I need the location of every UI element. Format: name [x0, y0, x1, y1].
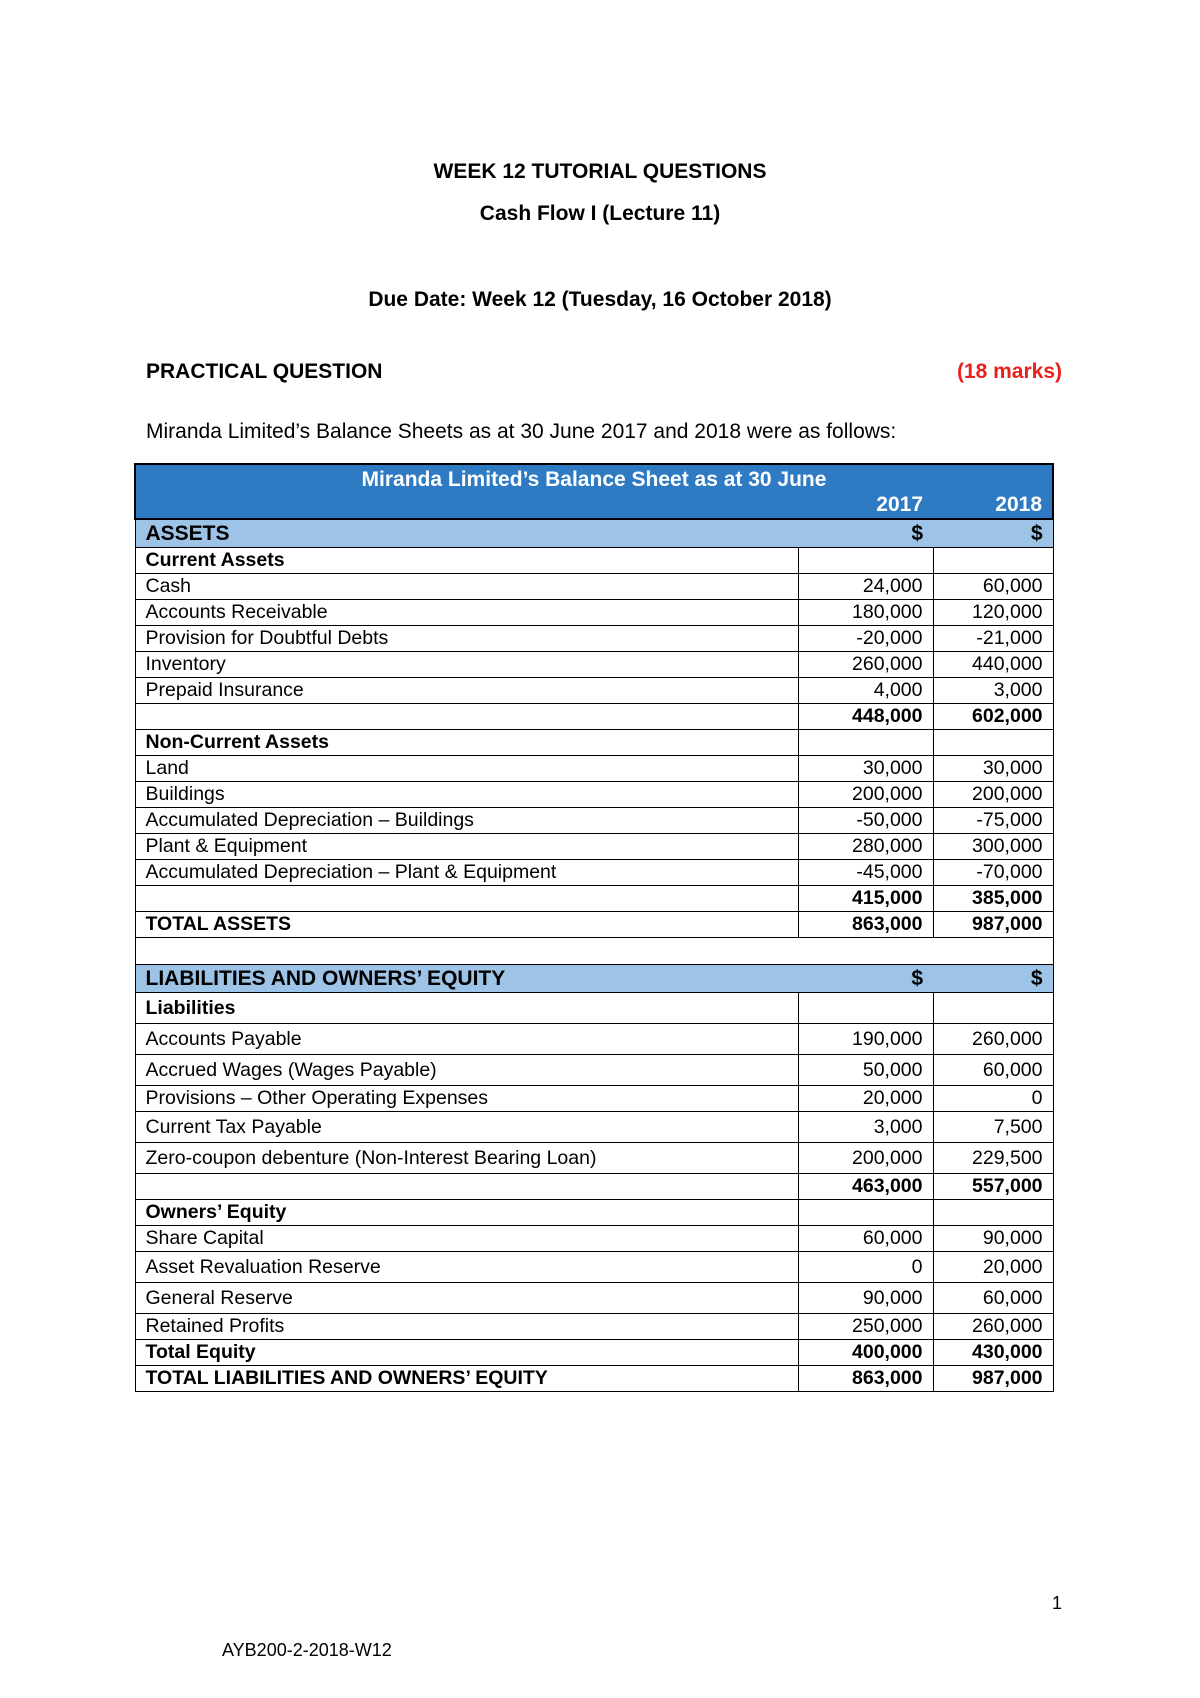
total-assets-label: TOTAL ASSETS: [135, 912, 798, 938]
owners-equity-label: Owners’ Equity: [135, 1200, 798, 1226]
total-value: 987,000: [933, 1366, 1053, 1392]
page-title: WEEK 12 TUTORIAL QUESTIONS: [433, 160, 767, 183]
row-value-2017: 24,000: [798, 574, 933, 600]
practical-question-label: PRACTICAL QUESTION: [146, 360, 383, 383]
total-value: 602,000: [933, 704, 1053, 730]
table-row: [135, 1226, 1053, 1252]
row-value-2018: 120,000: [933, 600, 1053, 626]
row-value-2018: -70,000: [933, 860, 1053, 886]
total-value: 415,000: [798, 886, 933, 912]
table-row: [135, 626, 1053, 652]
row-value-2018: -21,000: [933, 626, 1053, 652]
row-value-2018: -75,000: [933, 808, 1053, 834]
balance-sheet-table: [134, 463, 1054, 1392]
table-row: [135, 860, 1053, 886]
row-value-2018: 60,000: [933, 574, 1053, 600]
row-label: Share Capital: [135, 1226, 798, 1252]
liabilities-equity-label: LIABILITIES AND OWNERS’ EQUITY: [135, 965, 798, 993]
row-label: Asset Revaluation Reserve: [135, 1252, 798, 1283]
total-value: 400,000: [798, 1340, 933, 1366]
row-value-2017: 90,000: [798, 1283, 933, 1314]
non-current-assets-rows: [135, 756, 1053, 886]
row-value-2017: -50,000: [798, 808, 933, 834]
subsection-row: [135, 993, 1053, 1024]
row-label: Provision for Doubtful Debts: [135, 626, 798, 652]
total-assets-row: [135, 912, 1053, 938]
due-date: Due Date: Week 12 (Tuesday, 16 October 2018): [368, 288, 832, 311]
row-value-2018: 440,000: [933, 652, 1053, 678]
table-row: [135, 1143, 1053, 1174]
non-current-assets-label: Non-Current Assets: [135, 730, 798, 756]
total-value: 987,000: [933, 912, 1053, 938]
table-row: [135, 600, 1053, 626]
row-value-2017: 30,000: [798, 756, 933, 782]
row-label: Zero-coupon debenture (Non-Interest Bearing Loan): [135, 1143, 798, 1174]
table-row: [135, 652, 1053, 678]
spacer-row: [135, 938, 1053, 965]
subsection-row: [135, 1200, 1053, 1226]
row-label: Accrued Wages (Wages Payable): [135, 1055, 798, 1086]
page-number: 1: [1052, 1593, 1063, 1613]
table-title-row: [135, 464, 1053, 492]
row-value-2017: 190,000: [798, 1024, 933, 1055]
practical-question-heading: [146, 360, 1062, 384]
table-row: [135, 574, 1053, 600]
total-value: 463,000: [798, 1174, 933, 1200]
year-header-row: [135, 492, 1053, 519]
table-row: [135, 1055, 1053, 1086]
row-value-2017: 0: [798, 1252, 933, 1283]
row-label: Accumulated Depreciation – Buildings: [135, 808, 798, 834]
total-value: 557,000: [933, 1174, 1053, 1200]
current-assets-rows: [135, 574, 1053, 704]
row-label: Land: [135, 756, 798, 782]
total-value: 430,000: [933, 1340, 1053, 1366]
total-value: 385,000: [933, 886, 1053, 912]
non-current-assets-total-row: [135, 886, 1053, 912]
liabilities-equity-section-row: [135, 965, 1053, 993]
total-equity-label: Total Equity: [135, 1340, 798, 1366]
currency-2018: $: [933, 519, 1053, 548]
total-liabilities-equity-label: TOTAL LIABILITIES AND OWNERS’ EQUITY: [135, 1366, 798, 1392]
liabilities-rows: [135, 1024, 1053, 1174]
row-value-2017: -45,000: [798, 860, 933, 886]
table-row: [135, 1112, 1053, 1143]
table-row: [135, 1252, 1053, 1283]
table-row: [135, 756, 1053, 782]
row-label: Accounts Payable: [135, 1024, 798, 1055]
row-label: Buildings: [135, 782, 798, 808]
row-value-2018: 229,500: [933, 1143, 1053, 1174]
row-value-2018: 260,000: [933, 1314, 1053, 1340]
row-value-2017: 4,000: [798, 678, 933, 704]
row-value-2018: 260,000: [933, 1024, 1053, 1055]
row-value-2018: 20,000: [933, 1252, 1053, 1283]
row-label: Plant & Equipment: [135, 834, 798, 860]
row-value-2018: 3,000: [933, 678, 1053, 704]
equity-rows: [135, 1226, 1053, 1340]
total-equity-row: [135, 1340, 1053, 1366]
row-value-2017: 200,000: [798, 782, 933, 808]
row-value-2018: 30,000: [933, 756, 1053, 782]
row-label: Current Tax Payable: [135, 1112, 798, 1143]
intro-text: Miranda Limited’s Balance Sheets as at 30 June 2017 and 2018 were as follows:: [146, 420, 897, 443]
table-title: Miranda Limited’s Balance Sheet as at 30 June: [135, 464, 1053, 492]
row-label: General Reserve: [135, 1283, 798, 1314]
row-label: Accumulated Depreciation – Plant & Equipment: [135, 860, 798, 886]
currency-2017: $: [798, 519, 933, 548]
row-value-2017: 180,000: [798, 600, 933, 626]
total-value: 448,000: [798, 704, 933, 730]
liabilities-label: Liabilities: [135, 993, 798, 1024]
row-value-2018: 60,000: [933, 1283, 1053, 1314]
table-row: [135, 782, 1053, 808]
table-row: [135, 1024, 1053, 1055]
marks-label: (18 marks): [956, 360, 1062, 383]
row-value-2017: -20,000: [798, 626, 933, 652]
row-label: Accounts Receivable: [135, 600, 798, 626]
assets-label: ASSETS: [135, 519, 798, 548]
row-value-2017: 200,000: [798, 1143, 933, 1174]
current-assets-total-row: [135, 704, 1053, 730]
subsection-row: [135, 730, 1053, 756]
subsection-row: [135, 548, 1053, 574]
row-label: Prepaid Insurance: [135, 678, 798, 704]
row-label: Provisions – Other Operating Expenses: [135, 1086, 798, 1112]
row-value-2018: 7,500: [933, 1112, 1053, 1143]
total-value: 863,000: [798, 1366, 933, 1392]
currency-2017: $: [798, 965, 933, 993]
table-row: [135, 678, 1053, 704]
row-value-2018: 300,000: [933, 834, 1053, 860]
total-liabilities-equity-row: [135, 1366, 1053, 1392]
table-row: [135, 1086, 1053, 1112]
year-2018-header: 2018: [933, 492, 1053, 519]
row-value-2018: 0: [933, 1086, 1053, 1112]
assets-section-row: [135, 519, 1053, 548]
currency-2018: $: [933, 965, 1053, 993]
row-value-2017: 60,000: [798, 1226, 933, 1252]
page-subtitle: Cash Flow I (Lecture 11): [479, 202, 721, 225]
row-label: Retained Profits: [135, 1314, 798, 1340]
row-value-2018: 60,000: [933, 1055, 1053, 1086]
row-label: Cash: [135, 574, 798, 600]
table-row: [135, 808, 1053, 834]
year-2017-header: 2017: [798, 492, 933, 519]
row-value-2018: 200,000: [933, 782, 1053, 808]
row-value-2017: 250,000: [798, 1314, 933, 1340]
total-value: 863,000: [798, 912, 933, 938]
row-label: Inventory: [135, 652, 798, 678]
row-value-2017: 3,000: [798, 1112, 933, 1143]
row-value-2018: 90,000: [933, 1226, 1053, 1252]
table-row: [135, 1314, 1053, 1340]
footer-code: AYB200-2-2018-W12: [222, 1640, 392, 1660]
table-row: [135, 834, 1053, 860]
row-value-2017: 280,000: [798, 834, 933, 860]
current-assets-label: Current Assets: [135, 548, 798, 574]
liabilities-total-row: [135, 1174, 1053, 1200]
row-value-2017: 50,000: [798, 1055, 933, 1086]
row-value-2017: 20,000: [798, 1086, 933, 1112]
table-row: [135, 1283, 1053, 1314]
row-value-2017: 260,000: [798, 652, 933, 678]
